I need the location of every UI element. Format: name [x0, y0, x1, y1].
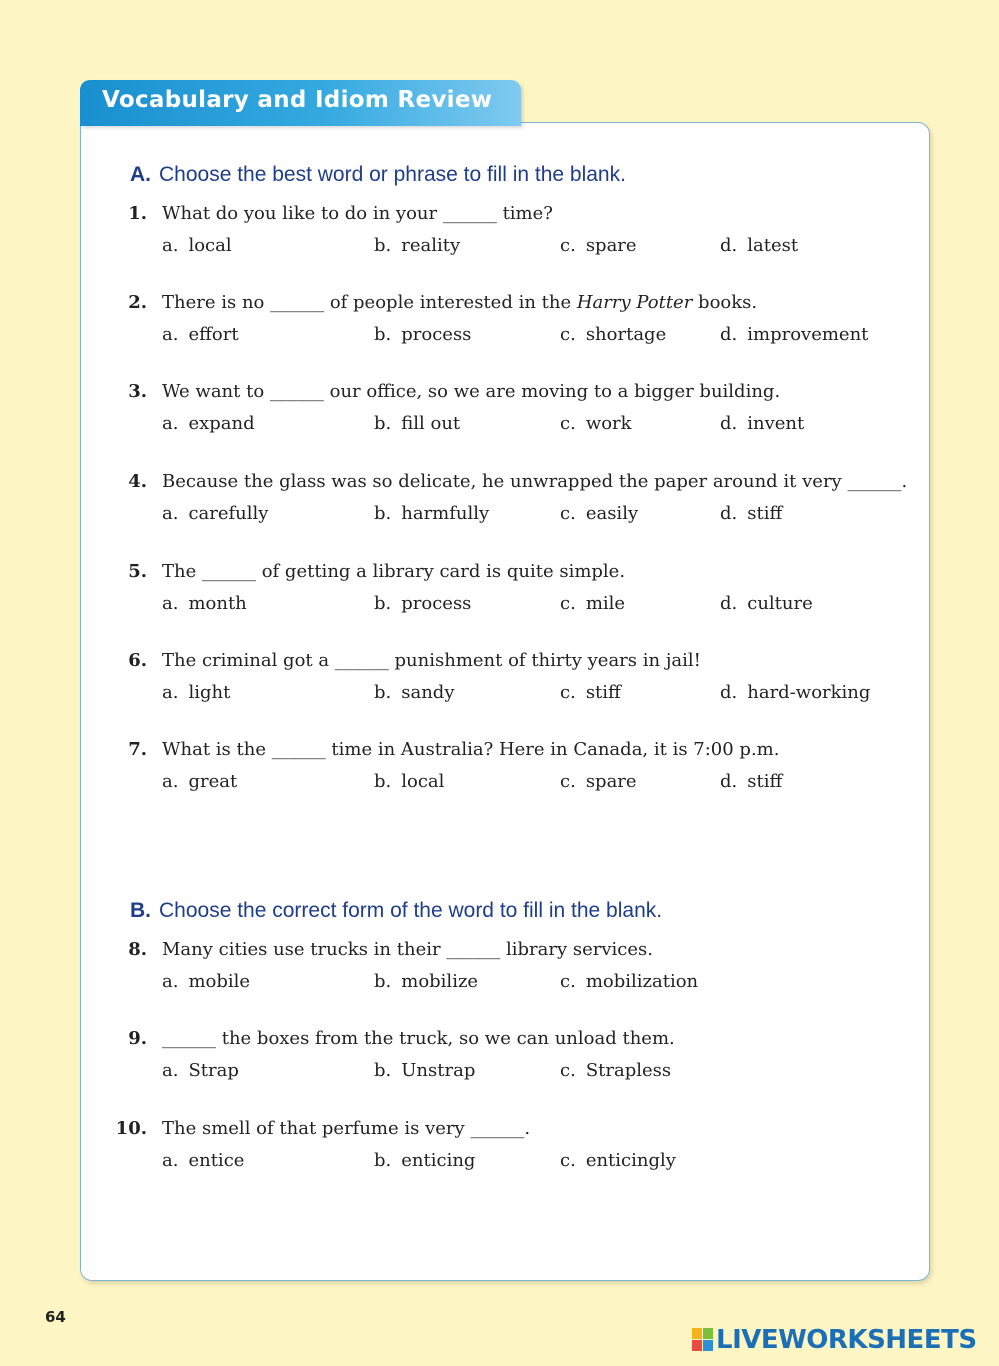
option-text: reality: [401, 235, 461, 256]
answer-option[interactable]: [720, 413, 804, 434]
answer-option[interactable]: [560, 235, 637, 256]
question-text-part: The smell of that perfume is very ______.: [162, 1118, 531, 1139]
option-text: shortage: [585, 324, 667, 345]
section-a-letter: A.: [130, 163, 151, 186]
question-number: 2.: [128, 292, 147, 313]
option-letter: a.: [162, 771, 179, 792]
answer-option[interactable]: [720, 503, 782, 524]
option-text: great: [188, 771, 238, 792]
option-letter: d.: [720, 235, 738, 256]
option-letter: c.: [560, 324, 576, 345]
option-letter: b.: [374, 593, 392, 614]
option-text: spare: [585, 235, 637, 256]
option-letter: b.: [374, 413, 392, 434]
question-8: [0, 939, 999, 999]
option-letter: b.: [374, 1150, 392, 1171]
option-letter: a.: [162, 971, 179, 992]
option-letter: a.: [162, 1060, 179, 1081]
question-number: 3.: [128, 381, 147, 402]
section-b-letter: B.: [130, 899, 151, 922]
question-9: [0, 1028, 999, 1088]
page-number: 64: [45, 1308, 66, 1326]
question-number: 4.: [128, 471, 147, 492]
question-number: 5.: [128, 561, 147, 582]
question-1: [0, 203, 999, 263]
question-3: [0, 381, 999, 441]
option-letter: a.: [162, 682, 179, 703]
option-letter: c.: [560, 682, 576, 703]
option-text: stiff: [585, 682, 621, 703]
question-text: [162, 1118, 530, 1139]
option-text: carefully: [188, 503, 269, 524]
answer-option[interactable]: [374, 413, 460, 434]
question-number: 9.: [128, 1028, 147, 1049]
option-letter: c.: [560, 771, 576, 792]
answer-option[interactable]: [560, 593, 625, 614]
option-letter: b.: [374, 324, 392, 345]
option-letter: a.: [162, 503, 179, 524]
option-text: easily: [585, 503, 639, 524]
question-text: [162, 739, 779, 760]
option-text: culture: [747, 593, 813, 614]
question-text: [162, 939, 653, 960]
option-letter: c.: [560, 413, 576, 434]
question-number: 10.: [115, 1118, 147, 1139]
question-text: [162, 471, 907, 492]
question-number: 7.: [128, 739, 147, 760]
answer-option[interactable]: [374, 324, 471, 345]
option-text: entice: [188, 1150, 245, 1171]
option-text: local: [401, 771, 445, 792]
option-letter: b.: [374, 1060, 392, 1081]
option-letter: a.: [162, 593, 179, 614]
question-text: [162, 561, 625, 582]
answer-option[interactable]: [162, 324, 239, 345]
question-number: 8.: [128, 939, 147, 960]
question-text: [162, 650, 701, 671]
option-text: Strap: [188, 1060, 239, 1081]
option-letter: b.: [374, 771, 392, 792]
option-text: Unstrap: [401, 1060, 476, 1081]
option-letter: b.: [374, 971, 392, 992]
option-letter: c.: [560, 503, 576, 524]
page-title: Vocabulary and Idiom Review: [102, 87, 493, 113]
question-text-part: Many cities use trucks in their ______ library services.: [162, 939, 654, 960]
option-letter: d.: [720, 413, 738, 434]
option-text: invent: [747, 413, 805, 434]
answer-option[interactable]: [374, 771, 444, 792]
question-text-part: What do you like to do in your ______ time?: [162, 203, 553, 224]
answer-option[interactable]: [720, 771, 782, 792]
answer-option[interactable]: [374, 682, 455, 703]
question-text-part: What is the ______ time in Australia? Here in Canada, it is 7:00 p.m.: [162, 739, 780, 760]
question-4: [0, 471, 999, 531]
question-text: [162, 381, 780, 402]
question-10: [0, 1118, 999, 1178]
option-letter: c.: [560, 971, 576, 992]
answer-option[interactable]: [560, 1060, 671, 1081]
answer-option[interactable]: [162, 1150, 244, 1171]
option-text: Strapless: [585, 1060, 672, 1081]
option-text: enticing: [401, 1150, 476, 1171]
answer-option[interactable]: [560, 503, 638, 524]
option-text: mobilization: [585, 971, 699, 992]
question-text: [162, 1028, 675, 1049]
option-text: stiff: [747, 503, 783, 524]
option-letter: b.: [374, 503, 392, 524]
option-text: latest: [747, 235, 799, 256]
option-text: effort: [188, 324, 239, 345]
option-text: enticingly: [585, 1150, 676, 1171]
answer-option[interactable]: [374, 1060, 475, 1081]
option-letter: a.: [162, 413, 179, 434]
question-text-part: Because the glass was so delicate, he unwrapped the paper around it very ______.: [162, 471, 908, 492]
question-text-part: There is no ______ of people interested in the: [162, 292, 577, 313]
section-a-heading: [130, 163, 626, 187]
question-2: [0, 292, 999, 352]
option-text: local: [188, 235, 232, 256]
brand-name: LIVEWORKSHEETS: [716, 1325, 977, 1355]
question-text-part: We want to ______ our office, so we are moving to a bigger building.: [162, 381, 781, 402]
option-text: mobile: [188, 971, 251, 992]
question-text: [162, 203, 553, 224]
option-letter: c.: [560, 1060, 576, 1081]
option-letter: d.: [720, 682, 738, 703]
answer-option[interactable]: [162, 413, 255, 434]
option-letter: c.: [560, 593, 576, 614]
answer-option[interactable]: [560, 771, 637, 792]
option-text: hard-working: [747, 682, 871, 703]
question-number: 1.: [128, 203, 147, 224]
question-text: [162, 292, 757, 313]
answer-option[interactable]: [162, 682, 230, 703]
answer-option[interactable]: [162, 235, 232, 256]
answer-option[interactable]: [560, 1150, 676, 1171]
answer-option[interactable]: [162, 771, 237, 792]
title-tab: [80, 80, 521, 126]
option-text: month: [188, 593, 247, 614]
question-text-part: The criminal got a ______ punishment of thirty years in jail!: [162, 650, 701, 671]
blocks-icon: [692, 1328, 714, 1352]
answer-option[interactable]: [560, 682, 621, 703]
option-letter: b.: [374, 682, 392, 703]
answer-option[interactable]: [720, 593, 813, 614]
answer-option[interactable]: [560, 971, 698, 992]
option-text: light: [188, 682, 231, 703]
option-text: stiff: [747, 771, 783, 792]
option-text: sandy: [401, 682, 455, 703]
answer-option[interactable]: [720, 235, 798, 256]
option-text: mobilize: [401, 971, 479, 992]
question-text-part: books.: [692, 292, 758, 313]
answer-option[interactable]: [720, 682, 870, 703]
question-6: [0, 650, 999, 710]
section-b-instruction: Choose the correct form of the word to fill in the blank.: [159, 899, 663, 922]
option-text: process: [401, 324, 472, 345]
question-text-italic: Harry Potter: [576, 292, 693, 313]
option-text: work: [585, 413, 632, 434]
answer-option[interactable]: [560, 324, 666, 345]
question-7: [0, 739, 999, 799]
answer-option[interactable]: [374, 235, 460, 256]
section-b-heading: [130, 899, 662, 923]
answer-option[interactable]: [162, 593, 247, 614]
answer-option[interactable]: [162, 503, 268, 524]
option-letter: b.: [374, 235, 392, 256]
answer-option[interactable]: [374, 971, 478, 992]
option-letter: a.: [162, 235, 179, 256]
section-a-instruction: Choose the best word or phrase to fill in the blank.: [159, 163, 626, 186]
option-letter: d.: [720, 503, 738, 524]
answer-option[interactable]: [374, 593, 471, 614]
option-text: fill out: [401, 413, 461, 434]
answer-option[interactable]: [374, 503, 489, 524]
question-text-part: ______ the boxes from the truck, so we can unload them.: [162, 1028, 675, 1049]
answer-option[interactable]: [162, 971, 250, 992]
option-letter: c.: [560, 235, 576, 256]
question-text-part: The ______ of getting a library card is quite simple.: [162, 561, 626, 582]
option-letter: a.: [162, 324, 179, 345]
answer-option[interactable]: [560, 413, 632, 434]
option-letter: c.: [560, 1150, 576, 1171]
option-letter: d.: [720, 593, 738, 614]
option-text: process: [401, 593, 472, 614]
question-number: 6.: [128, 650, 147, 671]
answer-option[interactable]: [720, 324, 868, 345]
option-text: spare: [585, 771, 637, 792]
question-5: [0, 561, 999, 621]
option-letter: d.: [720, 324, 738, 345]
option-letter: a.: [162, 1150, 179, 1171]
answer-option[interactable]: [374, 1150, 475, 1171]
option-text: mile: [585, 593, 626, 614]
option-text: expand: [188, 413, 255, 434]
option-text: harmfully: [401, 503, 490, 524]
option-text: improvement: [747, 324, 869, 345]
answer-option[interactable]: [162, 1060, 239, 1081]
option-letter: d.: [720, 771, 738, 792]
